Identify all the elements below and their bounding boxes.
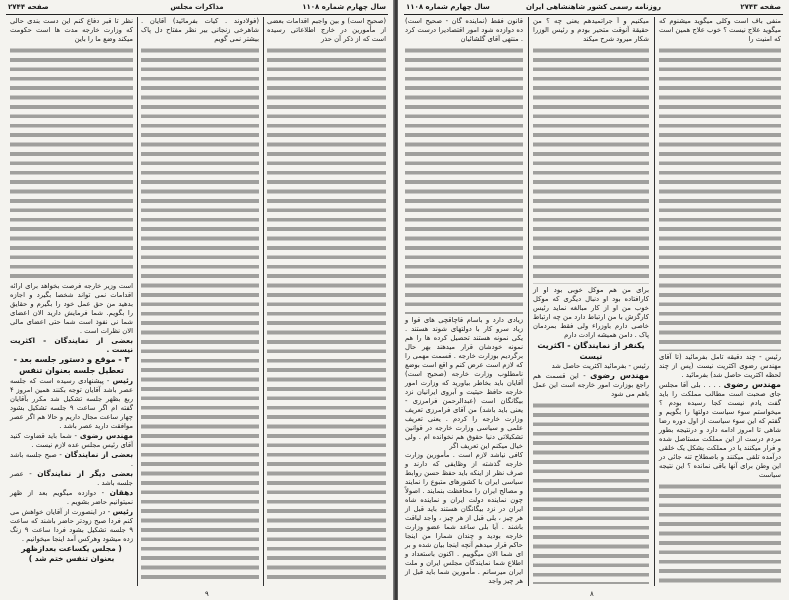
text-lines — [533, 46, 649, 284]
column-middle — [139, 17, 261, 586]
text-lines — [659, 46, 781, 351]
speech: - دوازده میگویم بعد از ظهر نمیتوانیم حاضر بشویم . — [10, 489, 133, 506]
paragraph — [10, 376, 133, 431]
paragraph: برای من هم موکل خوبی بود او از کارافتاده بود او دنبال دیگری که موکل خوب من او از کار مبالغه نماید رئیس کارگزش با من ارتباط دارد من چه ارتباط خاصی دارم باوزراء ولی فقط بمردمان پاک . دامن همیشه ارادت دارم — [533, 285, 649, 339]
speech: - پیشنهادی رسیده است که جلسه عصر باشد آقایان توجه بکنند همین امروز ۴ ربع بظهر جلسه تشکیل شد مکرر بآقایان گفته ام اگر ساعت ۹ جلسه تشکیل بشود چهار ساعت مجال داریم و حالا هم اگر عصر موافقت دارید عصر باشد . — [10, 377, 133, 430]
column-text — [657, 353, 783, 480]
speaker: رئیس — [112, 376, 133, 385]
page-number: ۹ — [205, 590, 209, 598]
column-right — [657, 17, 783, 586]
text-lines — [141, 46, 259, 584]
speaker: بعضی از نمایندگان — [64, 450, 133, 459]
page-number: ۸ — [590, 590, 594, 598]
column-left — [8, 17, 135, 586]
speaker: مهندس رضوی — [590, 370, 649, 380]
column-text: (فولادوند . کیات بفرمائید) آقایان . شاهرخی زنجانی بیر نظر مفتاح دل پاک بیشتر نمی گویم — [141, 17, 259, 43]
paragraph — [10, 431, 133, 450]
page-label: صفحه ۲۷۴۳ — [740, 3, 781, 11]
paragraph: است وزیر خارجه فرصت بخواهد برای ارائه اقدامات نمی تواند شخصا بگیرد و اجازه بدهید من حق عمل خود را بگیرم و حقایق را بگویم. شما فرمایش دارید الان اعضای شما نی نفوذ است شما حتی اعضای مالی الان نظرات است . — [10, 282, 133, 335]
text-lines — [405, 46, 523, 314]
right-page — [398, 0, 789, 600]
closing-note: ( مجلس یکساعت بعدازظهر بعنوان تنفس ختم شد ) — [21, 544, 122, 563]
vote-line: یکنفر از نمایندگان - اکثریت نیست — [537, 340, 645, 361]
blank-space — [8, 564, 135, 586]
column-text — [8, 282, 135, 564]
page-header — [404, 2, 783, 15]
column-divider — [654, 17, 655, 586]
speaker: مهندس رضوی — [723, 380, 781, 390]
issue-number: سال چهارم شماره ۱۱۰۸ — [406, 3, 490, 11]
speech: - عصر جلسه باشد . — [10, 470, 133, 487]
paragraph — [10, 488, 133, 507]
speaker: مهندس رضوی — [79, 431, 133, 440]
section-title: مذاکرات مجلس — [170, 3, 224, 11]
agenda-heading: ۳ - موقع و دستور جلسه بعد - تعطیل جلسه بعنوان تنفس — [13, 355, 130, 375]
speech: . . . . بلی آقا مجلس جای صحبت است مطالب مملکت را باید گفت یادم نیست کجا رسیده بودم ؟ میخواستم سوء سیاست دولتها را بگویم و گفتم که این سوء سیاست از اول دوره رضا شاهی تا امروز ادامه دارد و درنتیجه بطور مردم درست از این مملکت مستاصل شده و فرار میکنند یا در مملکت بشکل یک خلقی درآمده تلقی میکنند و باصطلاح تنه جائی در این وطن برای آنها باقی نمانده ؟ این نتیجه سیاست — [659, 381, 781, 480]
column-text — [531, 286, 651, 399]
paragraph: رئیس - بفرمائید اکثریت حاصل شد — [551, 361, 649, 370]
column-left — [403, 17, 525, 586]
speech: - صبح جلسه باشد . — [10, 451, 133, 468]
text-lines — [533, 401, 649, 584]
paragraph — [10, 450, 133, 469]
speech: - شما باید قضاوت کنید آقای رئیس مجلس عده لازم نیست . — [10, 432, 133, 449]
speech: - در اینصورت از آقایان خواهش می کنم فردا صبح زودتر حاضر باشند که ساعت ۹ جلسه تشکیل بشود فردا ساعت ۹ زنگ زده میشود وهرکس آمد اینجا میخوانیم . — [10, 508, 134, 543]
issue-number: سال چهارم شماره ۱۱۰۸ — [302, 3, 386, 11]
section-title: روزنامه رسمی کشور شاهنشاهی ایران — [526, 3, 661, 11]
text-lines — [10, 46, 133, 280]
column-text: (صحیح است) و بین واجبم اقدامات بعضی از مأمورین در خارج اطلاعاتی رسیده است که از ذکر آن حذر — [267, 17, 386, 43]
paragraph: رئیس - چند دقیقه تامل بفرمائید (تا آقای مهندس رضوی اکثریت نیست (پس از چند لحظه اکثریت حاصل شد) بفرمائید . — [659, 353, 781, 380]
paragraph — [10, 469, 133, 488]
column-divider — [263, 17, 264, 586]
column-middle — [531, 17, 651, 586]
left-page — [0, 0, 394, 600]
paragraph — [10, 507, 133, 544]
column-right — [265, 17, 388, 586]
column-divider — [528, 17, 529, 586]
paragraph: کافی نیاشد لازم است . مأمورین وزارت خارجه گذشته از وظایفی که دارند و صرف نظر از اینکه باید حفظ حسن روابط سیاسی ایران با کشورهای متبوع را نمایند و مصالح ایران را محافظت بنمایند . اصولاً چون نماینده دولت ایران و نماینده شاه ایران در نزد بیگانگان هستند باید قبل از هر چیز ، یلی قبل از هر چیز ، واجد لیاقت باشند . آیا بلی ساعد شما عضو وزارت خارجه بودید و چندان شمارا من اینجا حاکم قرار میدهم آنچه اینجا بیان شده و بر ای شما الان میگوییم . اکنون باستعداد و اطلاع شما نمایندگان مجلس ایران و ملت ایران میرسانم . مأمورین شما باید قبل از هر چیز واجد — [405, 451, 523, 585]
text-lines — [267, 46, 386, 584]
column-text: قانون فقط (نماینده گان - صحیح است) ده دوازده شود امور اقتصادیرا درست کرد . منتهی آقای گلشائیان — [405, 17, 523, 43]
text-lines — [659, 482, 781, 584]
speaker: دهقان — [109, 488, 133, 497]
page-label: صفحه ۲۷۴۴ — [8, 3, 49, 11]
column-text: منفی باف است وکلی میگوید میشنوم که میگوید علاج نیست ؟ خوب علاج همین است که امنیت را — [659, 17, 781, 43]
speech: - این قسمت هم راجع بوزارت امور خارجه است این عمل باهم می شود — [533, 371, 649, 398]
speaker: بعضی دیگر از نمایندگان — [37, 469, 133, 478]
speaker: رئیس — [112, 507, 133, 516]
column-text: نظر تا قبر دفاع کنم این دست بندی حالی که وزارت خارجه مدت ها است حکومت میکند وضع ما را باین — [10, 17, 133, 43]
paragraph: زیادی دارد و باسام قاچاقچی های قوا و زیاد سرو کار با دولتهای شوند هستند . یکی نمونه هستند تحصیل کرده ها را هم نمونه خودشان قرار میدهند بهر حال برگردیم بوزارت خارجه . قسمت مهمی را که لازم است عرض کنم و اقع است بوضع نامطلوب وزارت خارجه (صحیح است) آقایان باید بخاطر بیاورید که وزارت امور خارجه حافظ حیثیت و آبروی ایرانیان نزد بیگانگان است (عبدالرحمن فرامرزی - یعنی باید باشد) من آقای فرامرزی تعریف وزارت خارجه را کردم . یعنی تعریف علمی و سیاسی وزارت خارجه در قوانین تشکیلاتی دنیا حقوق هم نخوانده ام . ولی خیال میکنم این تعریف اگر — [405, 316, 523, 450]
column-text — [403, 316, 525, 586]
column-divider — [137, 17, 138, 586]
vote-line: بعضی از نمایندگان - اکثریت نیست . — [10, 336, 133, 354]
column-text: میکنیم و آ جراتمیدهم یعنی چه ؟ من حقیقة آنوقت متحیر بودم و رئیس الوزرا شکار میرود شرح میکند — [533, 17, 649, 43]
page-header — [6, 2, 388, 15]
